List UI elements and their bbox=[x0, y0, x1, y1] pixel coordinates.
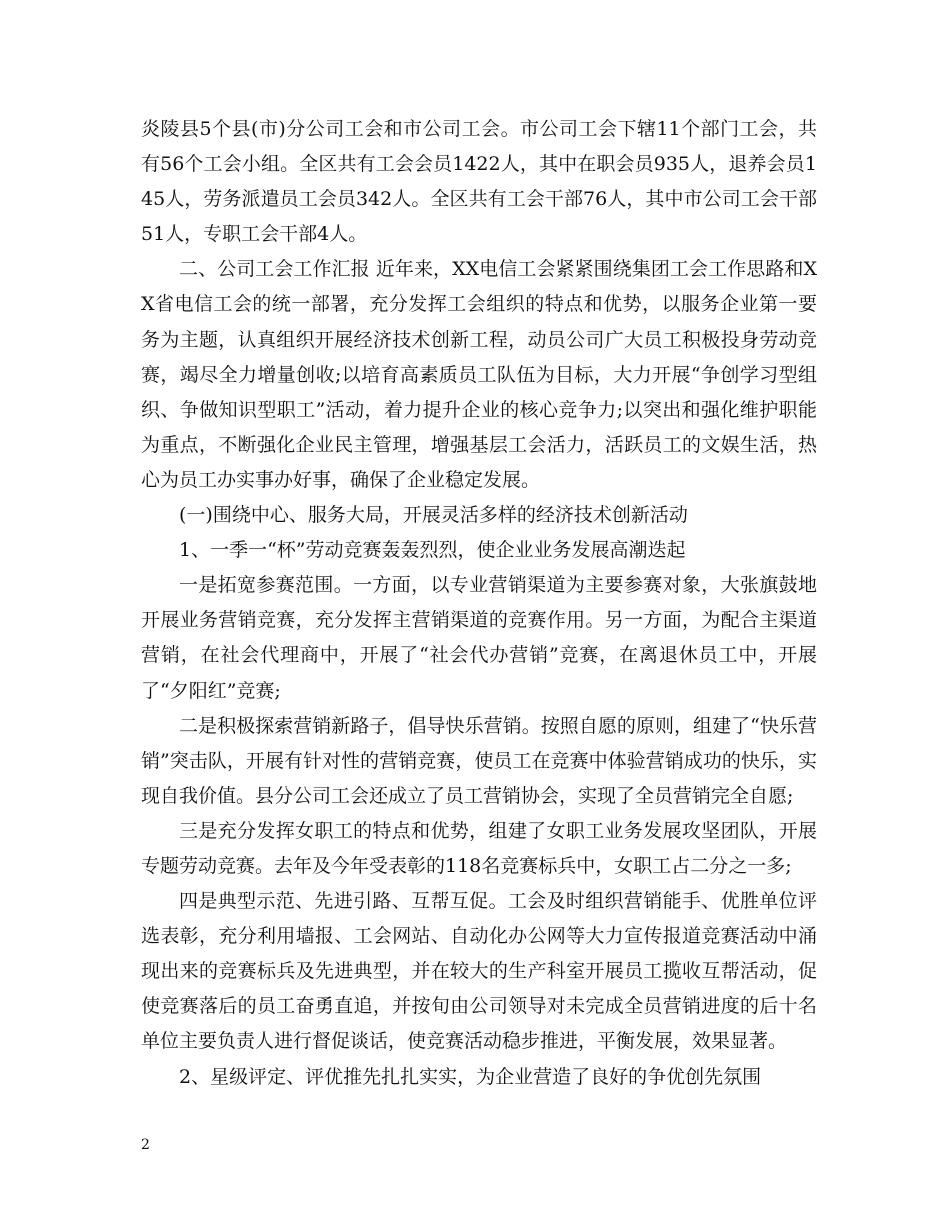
subsection-heading-1: 1、一季一“杯”劳动竞赛轰轰烈烈，使企业业务发展高潮迭起 bbox=[179, 539, 686, 562]
paragraph-5: 三是充分发挥女职工的特点和优势，组建了女职工业务发展攻坚团队，开展专题劳动竞赛。去年及今年受表彰的118名竞赛标兵中，女职工占二分之一多; bbox=[141, 819, 817, 877]
paragraph-6: 四是典型示范、先进引路、互帮互促。工会及时组织营销能手、优胜单位评选表彰，充分利用墙报、工会网站、自动化办公网等大力宣传报道竞赛活动中涌现出来的竞赛标兵及先进典型，并在较大的生产科室开展员工揽收互帮活动，促使竞赛落后的员工奋勇直追，并按旬由公司领导对未完成全员营销进度的后十名单位主要负责人进行督促谈话，使竞赛活动稳步推进，平衡发展，效果显著。 bbox=[141, 890, 817, 1053]
paragraph-1: 炎陵县5个县(市)分公司工会和市公司工会。市公司工会下辖11个部门工会，共有56个工会小组。全区共有工会会员1422人，其中在职会员935人，退养会员145人，劳务派遣员工会员342人。全区共有工会干部76人，其中市公司工会干部51人，专职工会干部4人。 bbox=[141, 118, 817, 246]
paragraph-2: 二、公司工会工作汇报 近年来，XX电信工会紧紧围绕集团工会工作思路和XX省电信工会的统一部署，充分发挥工会组织的特点和优势，以服务企业第一要务为主题，认真组织开展经济技术创新工程，动员公司广大员工积极投身劳动竞赛，竭尽全力增量创收;以培育高素质员工队伍为目标，大力开展“争创学习型组织、争做知识型职工”活动，着力提升企业的核心竞争力;以突出和强化维护职能为重点，不断强化企业民主管理，增强基层工会活力，活跃员工的文娱生活，热心为员工办实事办好事，确保了企业稳定发展。 bbox=[141, 258, 817, 491]
subsection-heading-2: 2、星级评定、评优推先扎扎实实，为企业营造了良好的争优创先氛围 bbox=[179, 1065, 762, 1088]
paragraph-4: 二是积极探索营销新路子，倡导快乐营销。按照自愿的原则，组建了“快乐营销”突击队，开展有针对性的营销竞赛，使员工在竞赛中体验营销成功的快乐，实现自我价值。县分公司工会还成立了员工营销协会，实现了全员营销完全自愿; bbox=[141, 714, 817, 807]
section-heading-1: (一)围绕中心、服务大局，开展灵活多样的经济技术创新活动 bbox=[179, 504, 688, 527]
page-number: 2 bbox=[141, 1137, 150, 1153]
paragraph-3: 一是拓宽参赛范围。一方面，以专业营销渠道为主要参赛对象，大张旗鼓地开展业务营销竞赛，充分发挥主营销渠道的竞赛作用。另一方面，为配合主渠道营销，在社会代理商中，开展了“社会代办营销”竞赛，在离退休员工中，开展了“夕阳红”竞赛; bbox=[141, 574, 817, 702]
document-body bbox=[141, 112, 817, 1095]
